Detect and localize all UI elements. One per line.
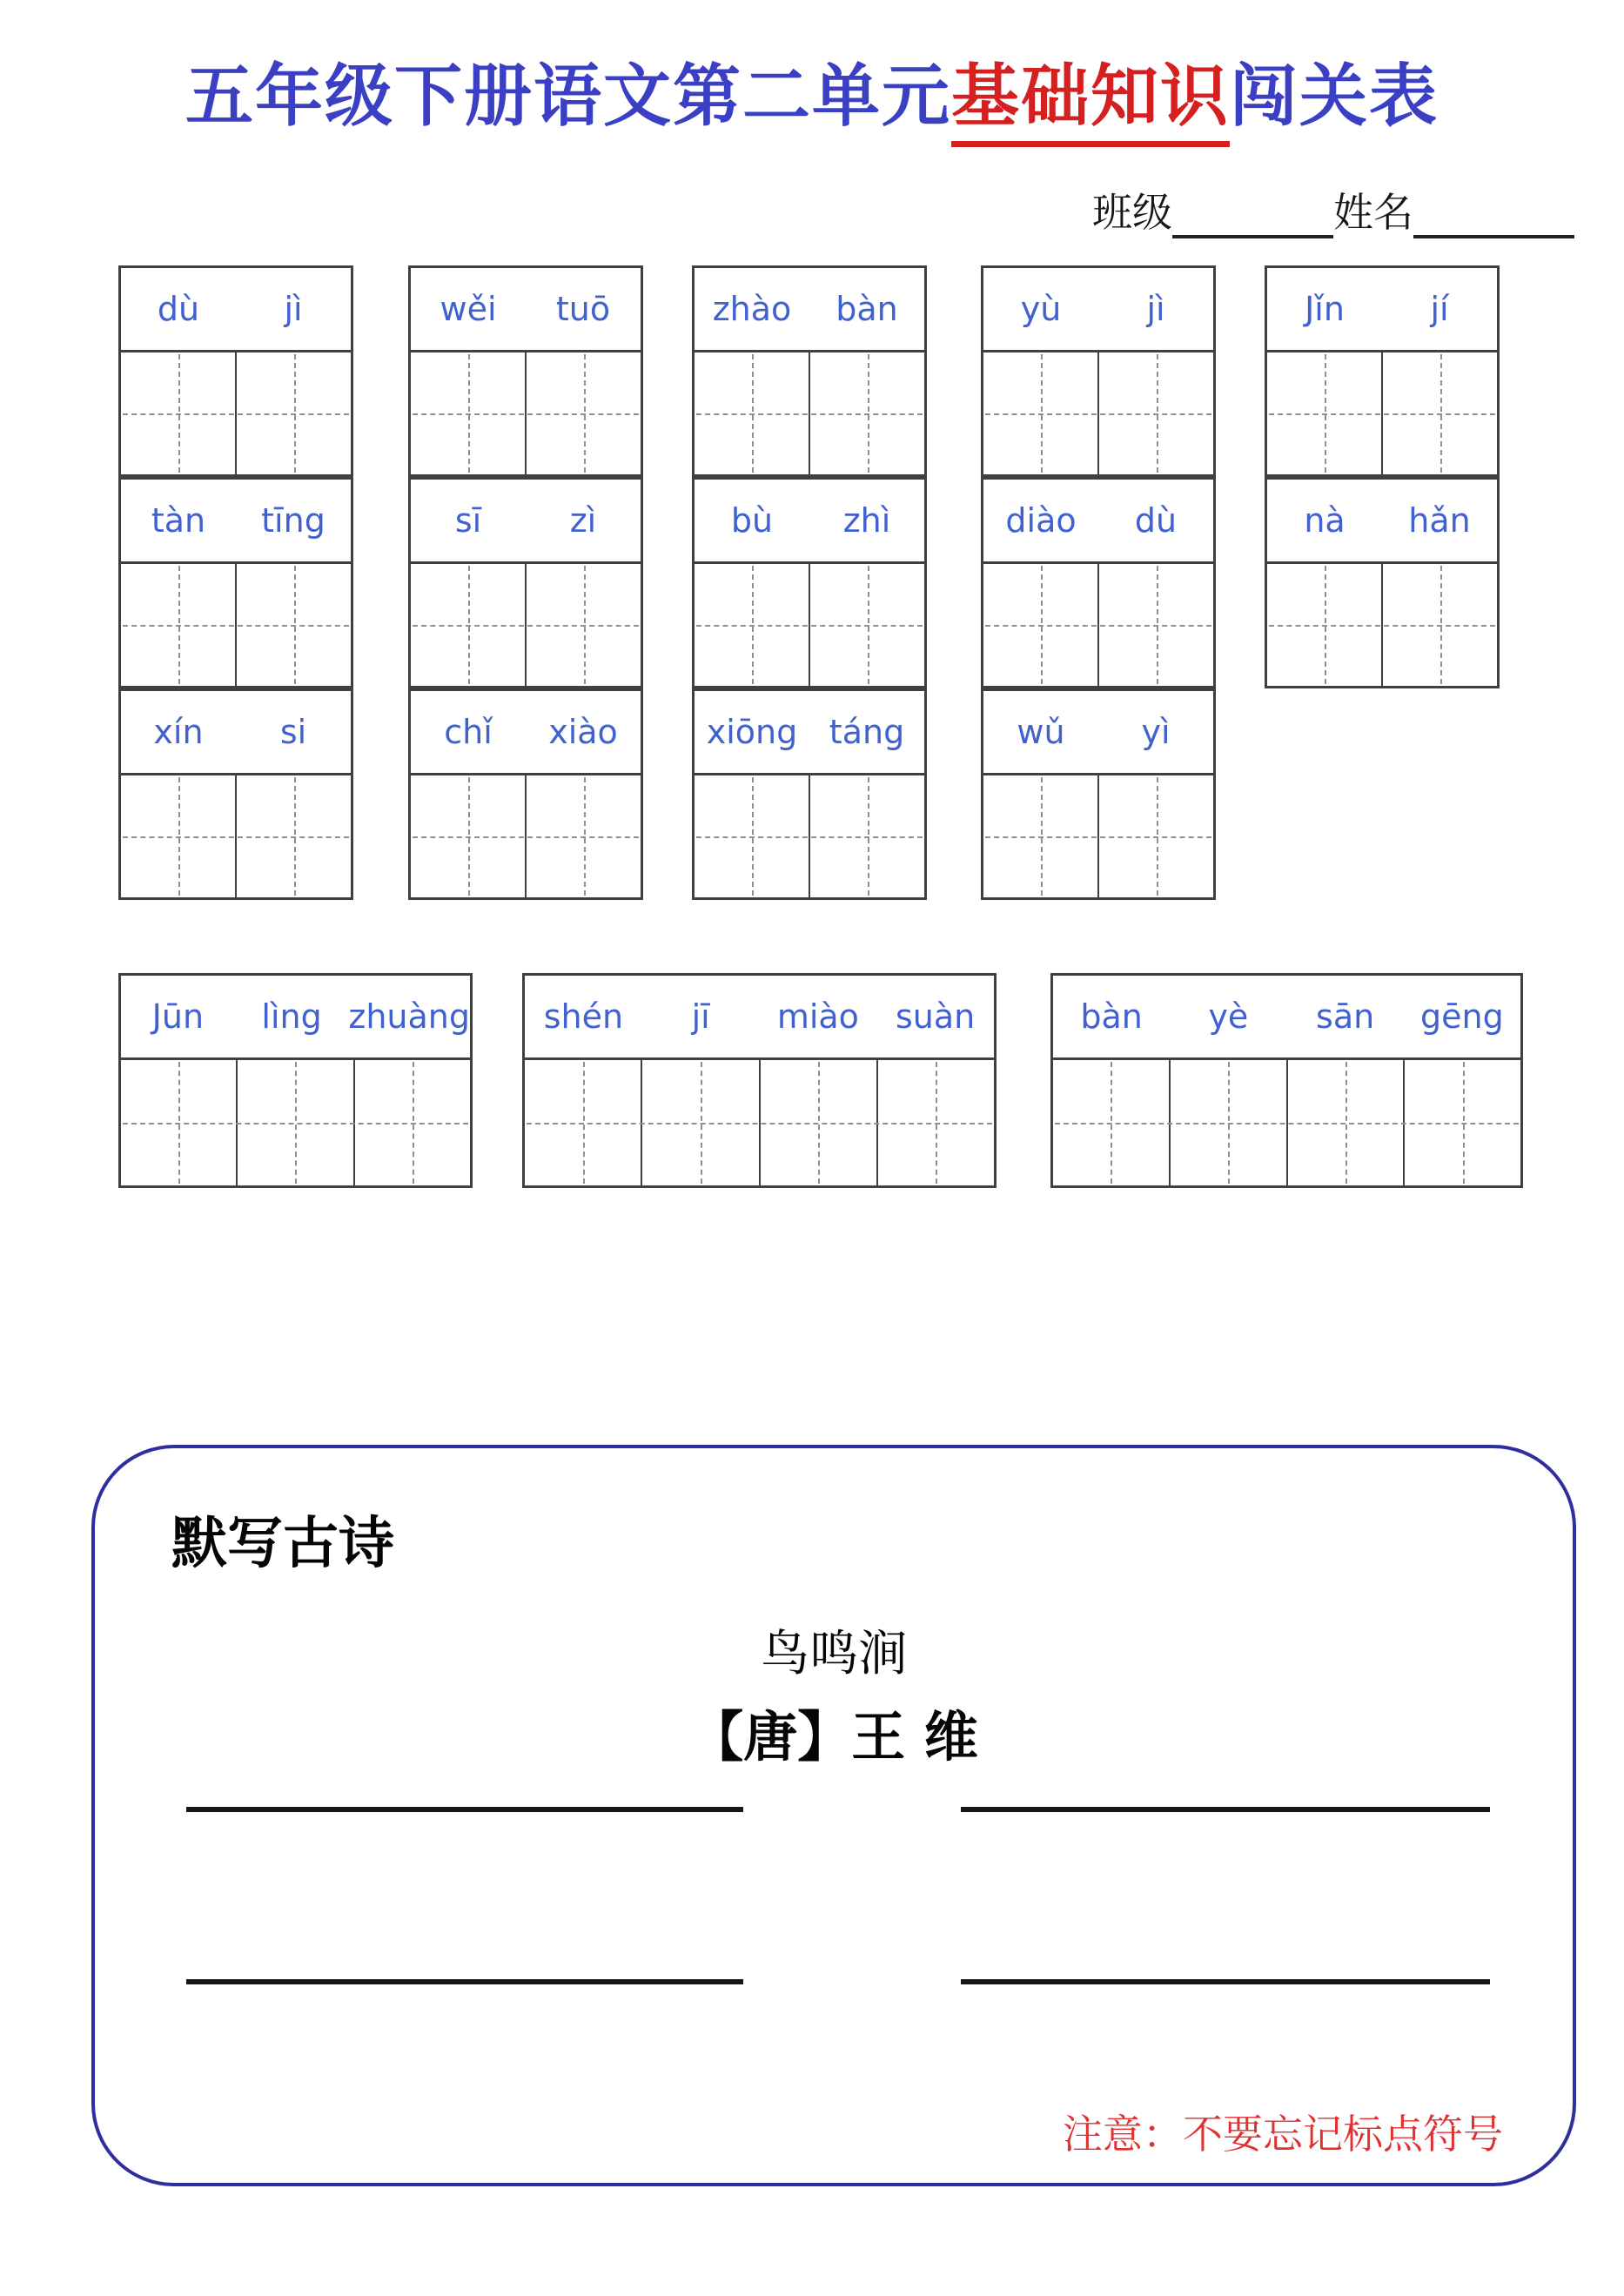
writing-cells-row	[118, 352, 353, 477]
writing-cell	[1267, 352, 1381, 474]
writing-cells-row	[692, 775, 927, 900]
writing-cell	[1097, 564, 1213, 686]
writing-cell	[759, 1060, 876, 1185]
writing-cell	[695, 775, 809, 897]
poem-author: 【唐】王 维	[689, 1705, 978, 1769]
pinyin-label-row	[692, 265, 927, 352]
writing-cells-row	[981, 775, 1216, 900]
pinyin-block	[408, 477, 643, 688]
pinyin-block	[118, 973, 473, 1188]
writing-cell	[121, 352, 235, 474]
pinyin-label-row	[118, 973, 473, 1060]
pinyin-syllable: tīng	[261, 501, 325, 540]
pinyin-syllable: zhào	[712, 290, 792, 328]
pinyin-label-row	[408, 265, 643, 352]
pinyin-block	[692, 477, 927, 688]
writing-cell	[235, 775, 351, 897]
writing-cell	[1381, 564, 1497, 686]
pinyin-syllable: sī	[454, 501, 482, 540]
pinyin-syllable: bù	[730, 501, 774, 540]
pinyin-syllable: bàn	[835, 290, 898, 328]
word-grid-column	[118, 265, 353, 900]
poem-blank-line-1	[186, 1807, 743, 1812]
writing-cells-row	[118, 564, 353, 688]
writing-cells-row	[408, 352, 643, 477]
pinyin-syllable: jí	[1430, 290, 1449, 328]
writing-cells-row	[981, 564, 1216, 688]
pinyin-syllable: xiào	[548, 713, 618, 751]
pinyin-syllable: shén	[543, 997, 624, 1036]
writing-cell	[983, 775, 1097, 897]
pinyin-syllable: táng	[829, 713, 905, 751]
pinyin-label-row	[408, 688, 643, 775]
pinyin-syllable: gēng	[1420, 997, 1504, 1036]
pinyin-syllable: jī	[691, 997, 710, 1036]
writing-cells-row	[118, 1060, 473, 1188]
writing-cell	[695, 352, 809, 474]
writing-cell	[525, 352, 641, 474]
writing-cells-row	[1265, 352, 1500, 477]
writing-cell	[1381, 352, 1497, 474]
pinyin-block	[118, 265, 353, 477]
title-suffix: 闯关表	[1230, 57, 1439, 136]
student-info-row	[1092, 181, 1574, 238]
writing-cell	[1169, 1060, 1286, 1185]
pinyin-block	[522, 973, 997, 1188]
writing-cell	[1403, 1060, 1520, 1185]
pinyin-syllable: tàn	[151, 501, 206, 540]
writing-cell	[411, 564, 525, 686]
pinyin-syllable: jì	[1146, 290, 1165, 328]
writing-cells-row	[522, 1060, 997, 1188]
pinyin-label-row	[1050, 973, 1523, 1060]
writing-cells-row	[692, 352, 927, 477]
pinyin-block	[118, 688, 353, 900]
writing-cell	[983, 352, 1097, 474]
writing-cells-row	[1050, 1060, 1523, 1188]
writing-cell	[353, 1060, 470, 1185]
pinyin-syllable: wěi	[440, 290, 497, 328]
writing-cell	[983, 564, 1097, 686]
pinyin-label-row	[981, 688, 1216, 775]
writing-cell	[809, 775, 924, 897]
writing-cell	[236, 1060, 352, 1185]
pinyin-syllable: Jǐn	[1305, 290, 1345, 328]
pinyin-block	[981, 265, 1216, 477]
writing-cell	[641, 1060, 758, 1185]
writing-cell	[525, 564, 641, 686]
pinyin-block	[1265, 265, 1500, 477]
pinyin-syllable: jì	[284, 290, 303, 328]
pinyin-label-row	[1265, 477, 1500, 564]
phrase-grid-block	[522, 973, 997, 1188]
pinyin-syllable: miào	[776, 997, 859, 1036]
pinyin-syllable: yù	[1020, 290, 1062, 328]
writing-cell	[411, 352, 525, 474]
writing-cell	[121, 564, 235, 686]
pinyin-block	[692, 265, 927, 477]
pinyin-syllable: diào	[1005, 501, 1077, 540]
writing-cell	[1286, 1060, 1404, 1185]
pinyin-syllable: chǐ	[444, 713, 493, 751]
pinyin-syllable: lìng	[261, 997, 322, 1036]
writing-cell	[121, 1060, 236, 1185]
pinyin-block	[981, 688, 1216, 900]
pinyin-syllable: sān	[1316, 997, 1375, 1036]
pinyin-syllable: zì	[569, 501, 597, 540]
pinyin-syllable: dù	[157, 290, 200, 328]
writing-cell	[411, 775, 525, 897]
poem-blank-line-3	[186, 1979, 743, 1984]
poem-blank-line-4	[961, 1979, 1490, 1984]
name-label: 姓名	[1333, 189, 1413, 236]
writing-cells-row	[981, 352, 1216, 477]
writing-cells-row	[408, 775, 643, 900]
pinyin-syllable: wǔ	[1017, 713, 1065, 751]
word-grid-column	[1265, 265, 1500, 688]
pinyin-syllable: si	[279, 713, 307, 751]
pinyin-syllable: zhuàng	[348, 997, 471, 1036]
pinyin-block	[981, 477, 1216, 688]
pinyin-syllable: yè	[1208, 997, 1249, 1036]
pinyin-syllable: zhì	[842, 501, 891, 540]
phrase-grid-block	[118, 973, 473, 1188]
pinyin-block	[118, 477, 353, 688]
word-grid-column	[981, 265, 1216, 900]
writing-cell	[235, 352, 351, 474]
page-title	[0, 42, 1624, 139]
pinyin-syllable: tuō	[555, 290, 611, 328]
pinyin-label-row	[981, 265, 1216, 352]
writing-cell	[809, 564, 924, 686]
writing-cell	[809, 352, 924, 474]
name-blank-line	[1413, 198, 1574, 238]
pinyin-block	[692, 688, 927, 900]
poem-title: 鸟鸣涧	[761, 1626, 907, 1682]
writing-cell	[1097, 775, 1213, 897]
pinyin-label-row	[692, 688, 927, 775]
pinyin-label-row	[118, 477, 353, 564]
writing-cell	[1097, 352, 1213, 474]
pinyin-label-row	[981, 477, 1216, 564]
pinyin-label-row	[118, 265, 353, 352]
writing-cell	[525, 775, 641, 897]
pinyin-syllable: suàn	[895, 997, 976, 1036]
pinyin-label-row	[692, 477, 927, 564]
pinyin-label-row	[522, 973, 997, 1060]
word-grid-column	[692, 265, 927, 900]
class-label: 班级	[1092, 189, 1172, 236]
writing-cell	[525, 1060, 641, 1185]
poem-heading: 默写古诗	[171, 1512, 394, 1576]
pinyin-syllable: xiōng	[706, 713, 798, 751]
pinyin-syllable: hǎn	[1408, 501, 1471, 540]
writing-cell	[121, 775, 235, 897]
pinyin-syllable: bàn	[1080, 997, 1143, 1036]
poem-section	[91, 1445, 1576, 2186]
pinyin-label-row	[408, 477, 643, 564]
writing-cells-row	[408, 564, 643, 688]
writing-cells-row	[1265, 564, 1500, 688]
writing-cell	[235, 564, 351, 686]
pinyin-block	[1050, 973, 1523, 1188]
pinyin-block	[1265, 477, 1500, 688]
pinyin-syllable: xín	[153, 713, 204, 751]
pinyin-label-row	[1265, 265, 1500, 352]
pinyin-syllable: Jūn	[151, 997, 205, 1036]
pinyin-label-row	[118, 688, 353, 775]
writing-cells-row	[118, 775, 353, 900]
pinyin-block	[408, 688, 643, 900]
pinyin-syllable: dù	[1134, 501, 1178, 540]
title-prefix: 五年级下册语文第二单元	[185, 57, 951, 136]
poem-note: 注意：不要忘记标点符号	[1063, 2111, 1503, 2158]
poem-blank-line-2	[961, 1807, 1490, 1812]
pinyin-syllable: nà	[1304, 501, 1346, 540]
pinyin-block	[408, 265, 643, 477]
word-grid-column	[408, 265, 643, 900]
pinyin-syllable: yì	[1141, 713, 1171, 751]
writing-cell	[1053, 1060, 1169, 1185]
class-blank-line	[1172, 198, 1333, 238]
writing-cell	[1267, 564, 1381, 686]
writing-cell	[876, 1060, 994, 1185]
phrase-grid-block	[1050, 973, 1523, 1188]
writing-cells-row	[692, 564, 927, 688]
writing-cell	[695, 564, 809, 686]
title-highlight: 基础知识	[951, 57, 1230, 147]
